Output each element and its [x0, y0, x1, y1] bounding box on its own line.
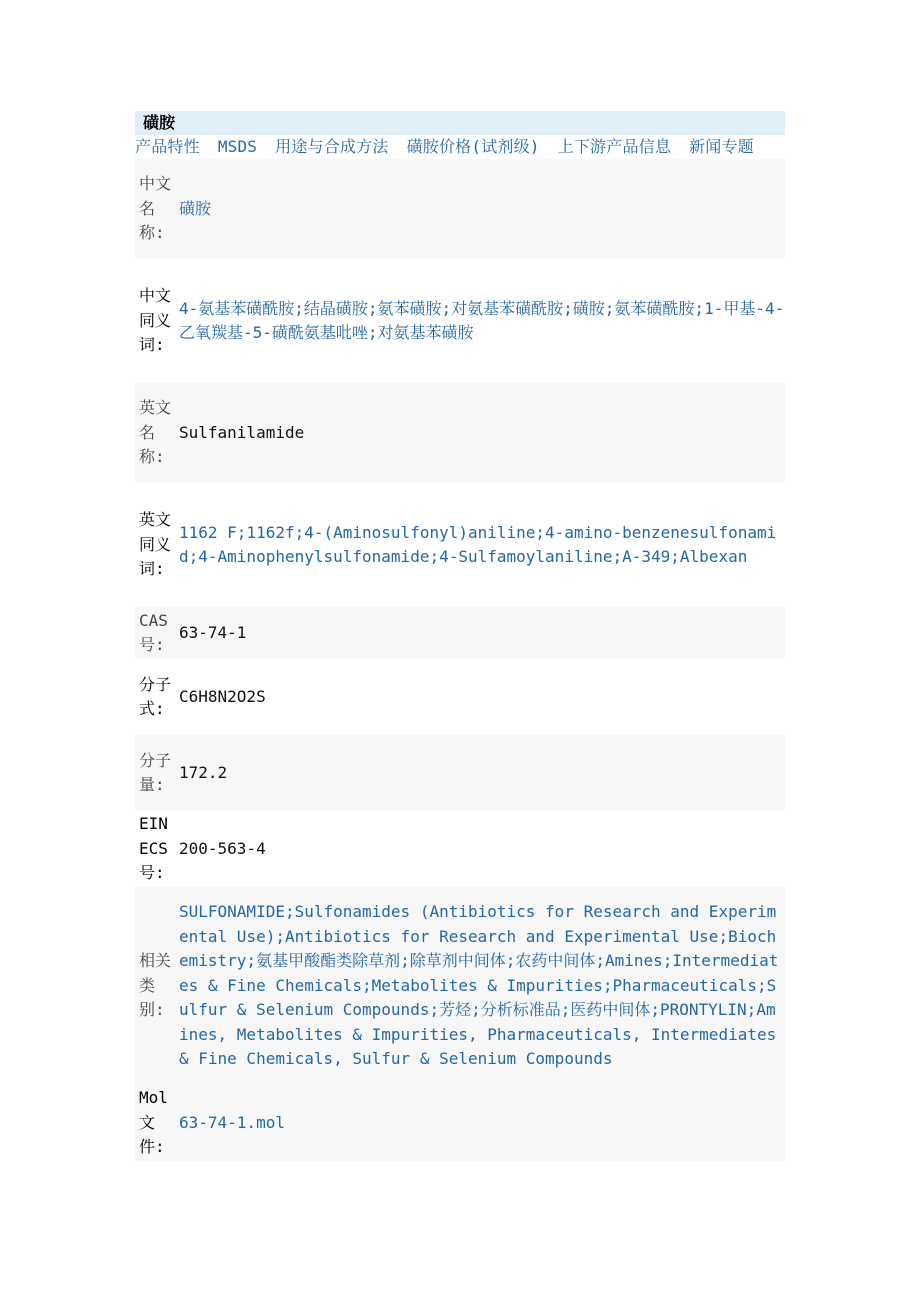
row-mol-file	[135, 1085, 785, 1161]
row-molecular-formula	[135, 659, 785, 735]
row-related-categories	[135, 887, 785, 1085]
product-page	[135, 111, 785, 1161]
row-value[interactable]: 1162 F;1162f;4-(Aminosulfonyl)aniline;4-amino-benzenesulfonamid;4-Aminophenylsulfonamide;4-Sulfamoylaniline;A-349;Albexan	[179, 522, 777, 566]
row-einecs-number	[135, 811, 785, 887]
row-label: 中文同义词:	[139, 286, 172, 355]
row-value: 200-563-4	[179, 838, 266, 858]
row-english-synonyms	[135, 483, 785, 607]
nav-link-upstream-downstream[interactable]: 上下游产品信息	[557, 137, 672, 156]
row-value: Sulfanilamide	[179, 422, 305, 442]
row-label: 英文名称:	[139, 398, 172, 467]
row-label: Mol文件:	[139, 1088, 168, 1157]
nav-link-properties[interactable]: 产品特性	[135, 137, 200, 156]
mol-file-link[interactable]: 63-74-1.mol	[179, 1112, 285, 1132]
row-label: 相关类别:	[139, 951, 172, 1020]
row-value: 63-74-1	[179, 622, 247, 642]
row-chinese-synonyms	[135, 259, 785, 383]
page-title: 磺胺	[135, 111, 785, 135]
row-value[interactable]: SULFONAMIDE;Sulfonamides (Antibiotics for Research and Experimental Use);Antibiotics for Research and Experimental Use;Biochemistry;氨基甲酸酯类除草剂;除草剂中间体;农药中间体;Amines;Intermediates & Fine Chemicals;Metabolites & Impurities;Pharmaceuticals;Sulfur & Selenium Compounds;芳烃;分析标准品;医药中间体;PRONTYLIN;Amines, Metabolites & Impurities, Pharmaceuticals, Intermediates & Fine Chemicals, Sulfur & Selenium Compounds	[179, 902, 779, 1069]
row-cas-number	[135, 607, 785, 659]
row-label: CAS号:	[139, 610, 168, 654]
nav-link-uses-synthesis[interactable]: 用途与合成方法	[275, 137, 389, 156]
row-value: 172.2	[179, 762, 228, 782]
row-label: EINECS号:	[139, 814, 168, 883]
product-nav	[135, 135, 785, 159]
row-molecular-weight	[135, 735, 785, 811]
row-value: C6H8N2O2S	[179, 686, 266, 706]
nav-link-news[interactable]: 新闻专题	[689, 137, 754, 156]
row-label: 中文名称:	[139, 174, 172, 243]
nav-link-msds[interactable]: MSDS	[217, 137, 258, 156]
row-value[interactable]: 磺胺	[179, 198, 212, 218]
row-label: 分子量:	[139, 750, 172, 794]
row-label: 英文同义词:	[139, 510, 172, 579]
row-chinese-name	[135, 159, 785, 259]
row-english-name	[135, 383, 785, 483]
row-label: 分子式:	[139, 674, 172, 718]
row-value[interactable]: 4-氨基苯磺酰胺;结晶磺胺;氨苯磺胺;对氨基苯磺酰胺;磺胺;氨苯磺酰胺;1-甲基-4-乙氧羰基-5-磺酰氨基吡唑;对氨基苯磺胺	[179, 298, 785, 342]
nav-link-price[interactable]: 磺胺价格(试剂级)	[406, 137, 540, 156]
